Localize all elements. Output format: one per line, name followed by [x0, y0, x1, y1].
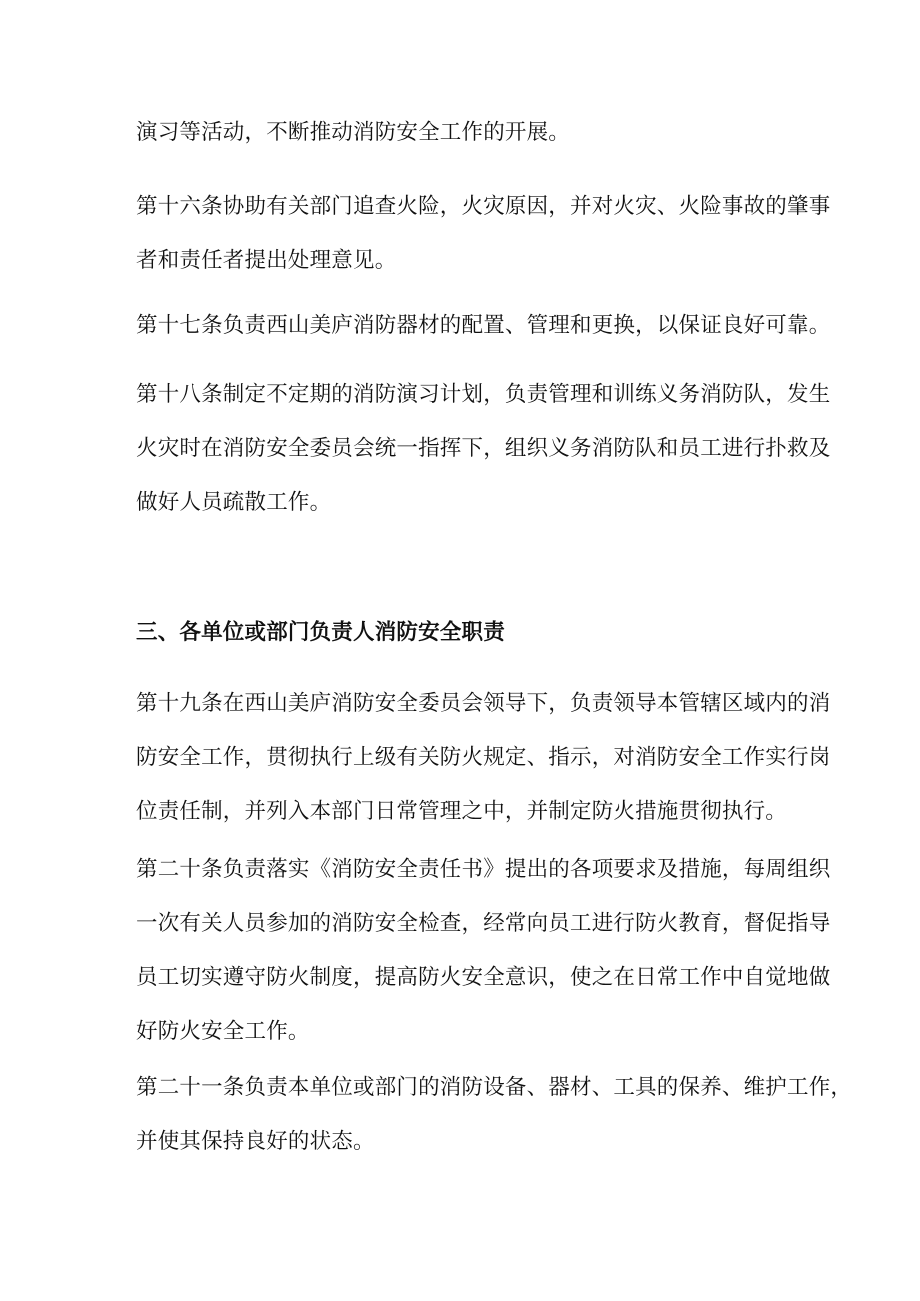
text-line: 第十七条负责西山美庐消防器材的配置、管理和更换，以保证良好可靠。	[136, 313, 831, 338]
paragraph-article-18	[136, 368, 831, 530]
paragraph-article-21	[136, 1061, 853, 1169]
text-line: 第十九条在西山美庐消防安全委员会领导下，负责领导本管辖区域内的消	[136, 691, 831, 716]
paragraph-article-20	[136, 843, 831, 1059]
text-line: 防安全工作，贯彻执行上级有关防火规定、指示，对消防安全工作实行岗	[136, 745, 831, 770]
text-line: 火灾时在消防安全委员会统一指挥下，组织义务消防队和员工进行扑救及	[136, 436, 831, 461]
text-line: 第二十条负责落实《消防安全责任书》提出的各项要求及措施，每周组织	[136, 857, 831, 882]
text-line: 并使其保持良好的状态。	[136, 1129, 375, 1154]
text-line: 好防火安全工作。	[136, 1019, 310, 1044]
text-line: 位责任制，并列入本部门日常管理之中，并制定防火措施贯彻执行。	[136, 799, 788, 824]
paragraph-continuation	[136, 106, 796, 160]
text-line: 第十八条制定不定期的消防演习计划，负责管理和训练义务消防队，发生	[136, 382, 831, 407]
paragraph-article-16	[136, 180, 831, 288]
paragraph-article-19	[136, 677, 831, 839]
text-line: 第十六条协助有关部门追查火险，火灾原因，并对火灾、火险事故的肇事	[136, 194, 831, 219]
text-line: 做好人员疏散工作。	[136, 490, 332, 515]
paragraph-article-17	[136, 299, 831, 353]
text-line: 者和责任者提出处理意见。	[136, 248, 397, 273]
section-heading	[136, 606, 796, 660]
text-line: 第二十一条负责本单位或部门的消防设备、器材、工具的保养、维护工作，	[136, 1075, 853, 1100]
text-line: 一次有关人员参加的消防安全检查，经常向员工进行防火教育，督促指导	[136, 911, 831, 936]
section-heading-text: 三、各单位或部门负责人消防安全职责	[136, 620, 505, 645]
text-line: 演习等活动，不断推动消防安全工作的开展。	[136, 120, 571, 145]
text-line: 员工切实遵守防火制度，提高防火安全意识，使之在日常工作中自觉地做	[136, 965, 831, 990]
